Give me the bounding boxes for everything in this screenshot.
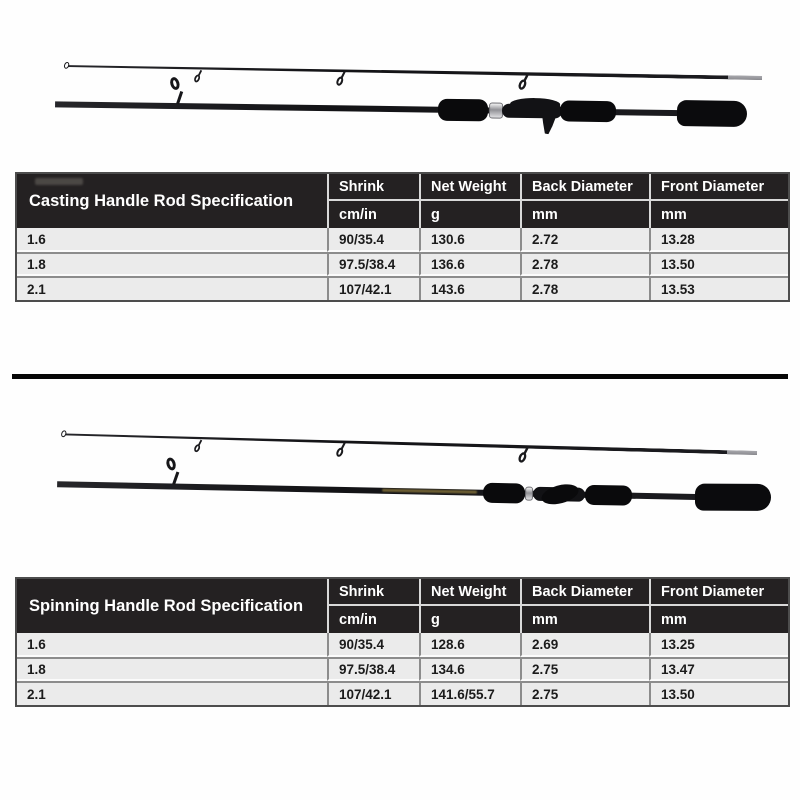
ferrule-end bbox=[727, 450, 757, 455]
column-header-shrink: Shrink bbox=[327, 174, 419, 201]
cell-length: 2.1 bbox=[17, 681, 327, 705]
cell-length: 1.6 bbox=[17, 633, 327, 657]
cell-front-diameter: 13.50 bbox=[649, 681, 788, 705]
unit-front-diameter: mm bbox=[649, 201, 788, 228]
cell-back-diameter: 2.75 bbox=[520, 657, 649, 681]
tip-top-guide-icon bbox=[60, 430, 67, 438]
rear-grip bbox=[585, 485, 632, 506]
line-guide-icon bbox=[517, 447, 532, 464]
cell-net-weight: 136.6 bbox=[419, 252, 520, 276]
cell-length: 1.6 bbox=[17, 228, 327, 252]
spinning-rod-photo bbox=[0, 380, 800, 577]
table-row bbox=[17, 681, 788, 705]
column-header-back-diameter: Back Diameter bbox=[520, 579, 649, 606]
spinning-rod-butt-section bbox=[57, 481, 745, 501]
table-row bbox=[17, 657, 788, 681]
column-header-front-diameter: Front Diameter bbox=[649, 174, 788, 201]
unit-shrink: cm/in bbox=[327, 201, 419, 228]
unit-back-diameter: mm bbox=[520, 201, 649, 228]
unit-back-diameter: mm bbox=[520, 606, 649, 633]
casting-spec-table bbox=[15, 172, 786, 302]
casting-rod-butt-section bbox=[55, 101, 745, 117]
tip-top-guide-icon bbox=[63, 61, 70, 69]
cell-front-diameter: 13.53 bbox=[649, 276, 788, 300]
column-header-shrink: Shrink bbox=[327, 579, 419, 606]
cell-net-weight: 128.6 bbox=[419, 633, 520, 657]
cell-net-weight: 134.6 bbox=[419, 657, 520, 681]
cell-shrink: 107/42.1 bbox=[327, 681, 419, 705]
cell-back-diameter: 2.75 bbox=[520, 681, 649, 705]
trigger-grip-icon bbox=[541, 116, 557, 134]
cell-back-diameter: 2.69 bbox=[520, 633, 649, 657]
cell-front-diameter: 13.47 bbox=[649, 657, 788, 681]
table-row bbox=[17, 276, 788, 300]
cell-shrink: 97.5/38.4 bbox=[327, 657, 419, 681]
stripper-guide-icon bbox=[165, 457, 182, 483]
reel-seat-hump bbox=[510, 98, 560, 111]
unit-shrink: cm/in bbox=[327, 606, 419, 633]
cell-back-diameter: 2.72 bbox=[520, 228, 649, 252]
rod-blank bbox=[55, 101, 745, 117]
column-header-net-weight: Net Weight bbox=[419, 579, 520, 606]
cell-length: 2.1 bbox=[17, 276, 327, 300]
unit-front-diameter: mm bbox=[649, 606, 788, 633]
line-guide-icon bbox=[335, 72, 348, 87]
casting-rod-photo bbox=[0, 0, 800, 172]
stripper-guide-icon bbox=[169, 77, 185, 103]
reel-seat-ring bbox=[525, 487, 533, 501]
cell-back-diameter: 2.78 bbox=[520, 276, 649, 300]
rod-blank bbox=[65, 432, 757, 455]
fore-grip bbox=[483, 483, 525, 504]
line-guide-icon bbox=[335, 443, 348, 458]
cell-length: 1.8 bbox=[17, 657, 327, 681]
cell-length: 1.8 bbox=[17, 252, 327, 276]
spinning-rod-tip-section bbox=[65, 432, 757, 455]
cell-net-weight: 130.6 bbox=[419, 228, 520, 252]
cell-net-weight: 141.6/55.7 bbox=[419, 681, 520, 705]
cell-shrink: 90/35.4 bbox=[327, 633, 419, 657]
column-header-back-diameter: Back Diameter bbox=[520, 174, 649, 201]
line-guide-icon bbox=[193, 71, 204, 84]
unit-net-weight: g bbox=[419, 201, 520, 228]
cell-front-diameter: 13.50 bbox=[649, 252, 788, 276]
cell-shrink: 107/42.1 bbox=[327, 276, 419, 300]
butt-grip bbox=[677, 100, 747, 127]
watermark-smudge bbox=[35, 178, 83, 185]
column-header-net-weight: Net Weight bbox=[419, 174, 520, 201]
table-row bbox=[17, 228, 788, 252]
spinning-table-title: Spinning Handle Rod Specification bbox=[17, 579, 327, 633]
reel-seat-ring bbox=[489, 102, 503, 118]
table-row bbox=[17, 633, 788, 657]
spinning-spec-table bbox=[15, 577, 786, 707]
cell-back-diameter: 2.78 bbox=[520, 252, 649, 276]
cell-front-diameter: 13.25 bbox=[649, 633, 788, 657]
rear-grip bbox=[560, 100, 616, 122]
column-header-front-diameter: Front Diameter bbox=[649, 579, 788, 606]
reel-seat-twist bbox=[539, 481, 580, 508]
cell-shrink: 90/35.4 bbox=[327, 228, 419, 252]
fore-grip bbox=[438, 99, 488, 122]
unit-net-weight: g bbox=[419, 606, 520, 633]
line-guide-icon bbox=[518, 74, 533, 91]
butt-grip bbox=[695, 484, 771, 511]
section-divider bbox=[12, 374, 788, 379]
table-row bbox=[17, 252, 788, 276]
line-guide-icon bbox=[193, 440, 204, 453]
casting-table-title: Casting Handle Rod Specification bbox=[17, 174, 327, 228]
cell-shrink: 97.5/38.4 bbox=[327, 252, 419, 276]
cell-front-diameter: 13.28 bbox=[649, 228, 788, 252]
cell-net-weight: 143.6 bbox=[419, 276, 520, 300]
ferrule-end bbox=[728, 75, 762, 80]
